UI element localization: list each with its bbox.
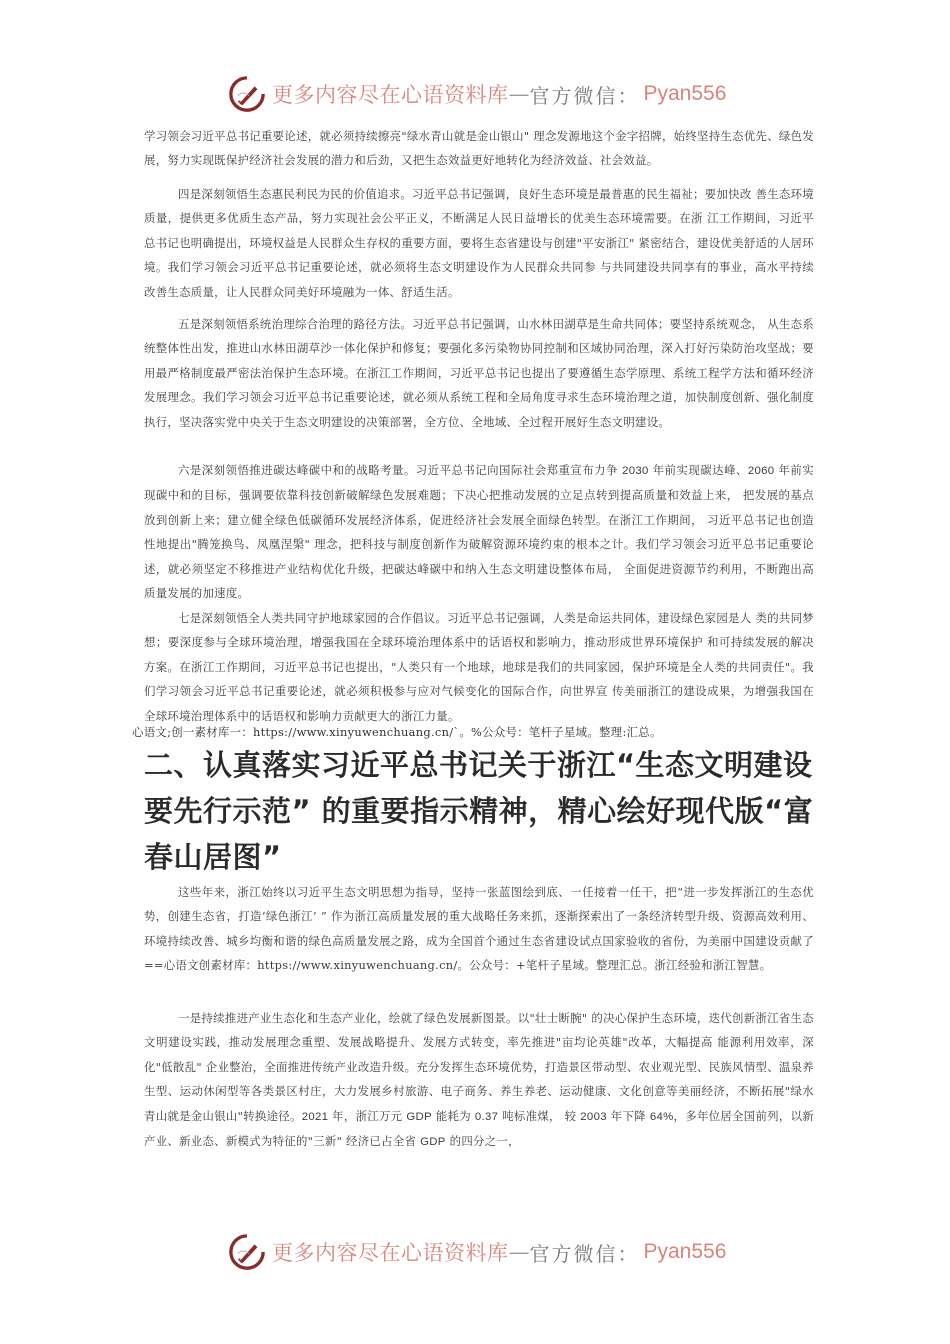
paragraph-section2-intro: 这些年来，浙江始终以习近平生态文明思想为指导，坚持一张蓝图绘到底、一任接着一任干，把“进一步发挥浙江的生态优势，创建生态省，打造‘绿色浙江’ ” 作为浙江高质量发展的重大战略任务来抓，逐渐探索出了一条经济转型升级、资源高效利用、环境持续改善、城乡均衡和谐的绿色高质量发展之路，成为全国首个通过生态省建设试点国家验收的省份，为美丽中国建设贡献了==心语文创素材库：https://www.xinyuwenchuang.cn/。公众号：+笔杆子星域。整理汇总。浙江经验和浙江智慧。 xyxy=(144,885,814,973)
text-run: 年前实现碳达峰、 xyxy=(648,463,748,477)
text-run: 六是深刻领悟推进碳达峰碳中和的战略考量。习近平总书记向国际社会郑重宣布力争 xyxy=(178,463,623,477)
header-banner xyxy=(228,74,726,114)
wechat-label: 官方微信： xyxy=(529,1241,640,1266)
text-run: 吨标准煤， 较 xyxy=(498,1108,581,1123)
paragraph-point-4-block xyxy=(144,182,814,304)
footer-banner xyxy=(228,1232,726,1272)
year-2021: 2021 xyxy=(301,1110,329,1123)
paragraph-section2-point-1 xyxy=(144,1006,814,1154)
year-2030: 2030 xyxy=(622,465,649,477)
energy-value: 0.37 xyxy=(474,1110,499,1123)
text-run: 的四分之一， xyxy=(445,1134,520,1149)
paragraph-section2-intro-block xyxy=(144,880,814,978)
wechat-label: 官方微信： xyxy=(529,83,640,108)
brand-text: 更多内容尽在心语资料库 xyxy=(272,83,509,107)
paragraph-point-7-block xyxy=(144,606,814,728)
text-run: 年下降 xyxy=(606,1108,650,1123)
year-2060: 2060 xyxy=(747,465,775,477)
paragraph-point-5: 五是深刻领悟系统治理综合治理的路径方法。习近平总书记强调，山水林田湖草是生命共同体；要坚持系统观念， 从生态系统整体性出发，推进山水林田湖草沙一体化保护和修复；要强化多污染物协同控制和区域协同治理，深入打好污染防治攻坚战；要用最严格制度最严密法治保护生态环境。在浙江工作期间，习近平总书记也提出了要遵循生态学原理、系统工程学方法和循环经济发展理念。我们学习领会习近平总书记重要论述，就必须从系统工程和全局角度寻求生态环境治理之道，加快制度创新、强化制度执行，坚决落实党中央关于生态文明建设的决策部署，全方位、全地域、全过程开展好生态文明建设。 xyxy=(144,317,814,429)
gdp-term: GDP xyxy=(406,1110,432,1123)
text-run: ，多年位居全国前列，以新产业、新业态、新模式为特征的"三新" 经济已占全省 xyxy=(144,1108,814,1149)
wechat-id: Pyan556 xyxy=(643,1240,727,1263)
gdp-term: GDP xyxy=(420,1136,446,1149)
paragraph-point-7: 七是深刻领悟全人类共同守护地球家⁢园的合作倡议。习近平总书记强调，人类是命运共同体，建设绿色家园是人 类的共同梦想；要深度参与全球环境治理，增强我国在全球环境治理体系中的话语权和影响力，推动形成世界环境保护 和可持续发展的解决方案。在浙江工作期间，习近平总书记也提出，"人类只有一个地球，地球是我们的共同家园，保护环境是全人类的共同责任"。我们学习领会习近平总书记重要论述，就必须积极参与应对气候变化的国际合作，向世界宣 传美丽浙江的建设成果，为增强我国在全球环境治理体系中的话语权和影响力贡献更大的浙江力量。 xyxy=(144,611,814,723)
paragraph-continuation-block xyxy=(144,124,814,173)
source-note: 心语文;创一素材库一：https://www.xinyuwenchuang.cn/`。%公众号：笔杆子星域。整理:汇总。 xyxy=(132,725,662,739)
separator-dash: — xyxy=(508,82,530,106)
paragraph-continuation: 学习领会习近平总书记重要论述，就必须持续擦亮"绿水青山就是金山银山" 理念发源地这个金字招牌，始终坚持生态优先、绿色发展，努力实现既保护经济社会发展的潜力和后劲，又把生态效益更好地转化为经济效益、社会效益。 xyxy=(144,129,814,168)
wechat-id: Pyan556 xyxy=(643,82,727,105)
paragraph-point-5-block xyxy=(144,312,814,434)
text-run: 能耗为 xyxy=(431,1108,475,1123)
brand-text: 更多内容尽在心语资料库 xyxy=(272,1241,509,1265)
paragraph-point-4: 四是深刻领悟生态惠民利民为民的价值追求。习近平总书记强调，良好生态环境是最普惠的民生福祉；要加快改 善生态环境质量，提供更多优质生态产品，努力实现社会公平正义，不断满足人民日益增长的优美生态环境需要。在浙 江工作期间，习近平总书记也明确提出，环境权益是人民群众生存权的重要方面，要将生态省建设与创建"平安浙江" 紧密结合，建设优美舒适的人居环境。我们学习领会习近平总书记重要论述，就必须将生态文明建设作为人民群众共同参 与共同建设共同享有的事业，高水平持续改善生态质量，让人民群众同美好环境融为一体、舒适生活。 xyxy=(144,187,814,299)
separator-dash: — xyxy=(508,1240,530,1264)
quill-pen-logo-icon xyxy=(228,1233,266,1271)
year-2003: 2003 xyxy=(580,1110,607,1123)
text-run: 一是持续推进产业生态化和生态产业化，绘就了绿色发展新图景。以"壮士断腕" 的决心保护生态环境，迭代创新浙江省生态文明建设实践，推动发展理念重塑、发展战略提升、发展方式转变，率先推进"亩均论英雄"改革，大幅提高 能源利用效率，深化"低散乱" 企业整治，全面推进传统产业改造升级。充分发挥生态环境优势，打造景区带动型、农业观光型、民族风情型、温泉养生型、运动休闲型等各类景区村庄，大力发展乡村旅游、电子商务、养生养老、运动健康、文化创意等美丽经济，不断拓展"绿水青山就是金山银山"转换途径。 xyxy=(144,1011,814,1123)
paragraph-point-6-block xyxy=(144,458,814,605)
text-run: 年前实现碳中和的目标，强调要依靠科技创新破解绿色发展难题；下决心把推动发展的立足点转到提高质量和效益上来， 把发展的基点放到创新上来；建立健全绿色低碳循环发展经济体系，促进经济社会发展全面绿色转型。在浙江工作期间， 习近平总书记也创造性地提出"腾笼换鸟、凤凰涅槃" 理念，把科技与制度创新作为破解资源环境约束的根本之计。我们学习领会习近平总书记重要论述，就必须坚定不移推进产业结构优化升级，把碳达峰碳中和纳入生态文明建设整体布局， 全面促进资源节约利用，不断跑出高质量发展的加速度。 xyxy=(144,463,814,601)
decline-percent: 64% xyxy=(649,1110,674,1123)
paragraph-section2-point-1-block xyxy=(144,1006,814,1154)
paragraph-point-6 xyxy=(144,458,814,605)
text-run: 年，浙江万元 xyxy=(328,1108,407,1123)
section-heading: 二、认真落实习近平总书记关于浙江“生态文明建设要先行示范” 的重要指示精神，精心绘好现代版“富春山居图” xyxy=(144,748,814,874)
quill-pen-logo-icon xyxy=(228,75,266,113)
